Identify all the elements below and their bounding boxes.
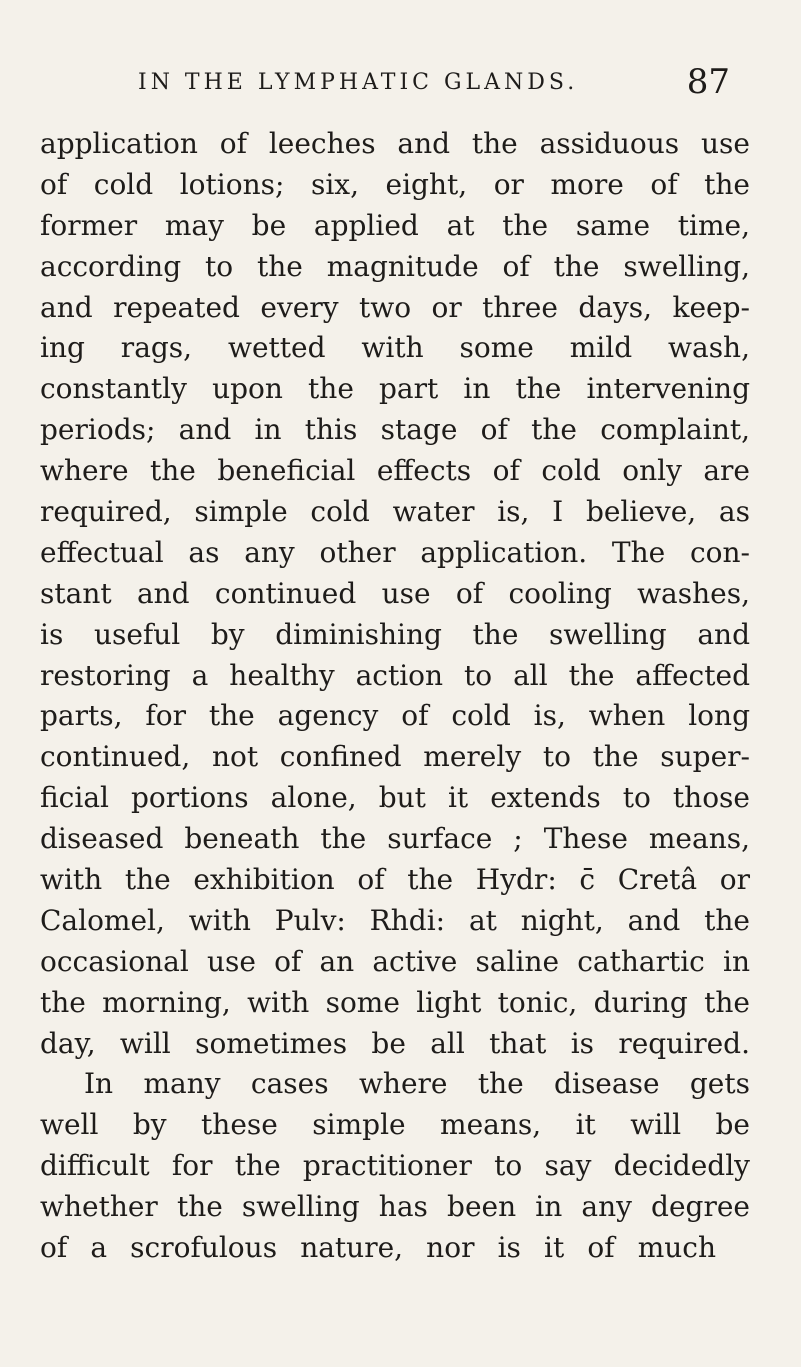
text-line: of a scrofulous nature, nor is it of much — [40, 1231, 716, 1265]
text-line: where the beneficial effects of cold only are — [40, 454, 750, 488]
text-line: of cold lotions; six, eight, or more of the — [40, 167, 750, 201]
text-line: is useful by diminishing the swelling and — [40, 617, 750, 651]
text-line: parts, for the agency of cold is, when long — [40, 699, 750, 733]
text-line: constantly upon the part in the intervening — [40, 372, 750, 406]
text-line: with the exhibition of the Hydr: c̄ Cretâ or — [40, 863, 750, 897]
paragraph-start-line: In many cases where the disease gets — [84, 1067, 750, 1101]
text-line: restoring a healthy action to all the affected — [40, 658, 750, 692]
body-text — [40, 124, 750, 1269]
text-line: the morning, with some light tonic, during the — [40, 985, 750, 1019]
text-line: occasional use of an active saline cathartic in — [40, 944, 750, 978]
text-line: effectual as any other application. The con- — [40, 535, 750, 569]
text-line: stant and continued use of cooling washes, — [40, 576, 750, 610]
text-line: whether the swelling has been in any degree — [40, 1190, 750, 1224]
text-line: continued, not confined merely to the super- — [40, 740, 750, 774]
text-line: according to the magnitude of the swelling, — [40, 249, 750, 283]
text-line: Calomel, with Pulv: Rhdi: at night, and the — [40, 903, 750, 937]
running-title: IN THE LYMPHATIC GLANDS. — [138, 70, 579, 95]
text-line: periods; and in this stage of the complaint, — [40, 413, 750, 447]
text-line: day, will sometimes be all that is required. — [40, 1026, 750, 1060]
text-line: required, simple cold water is, I believe, as — [40, 495, 750, 529]
text-line: diseased beneath the surface ; These means, — [40, 822, 750, 856]
text-line: and repeated every two or three days, keep- — [40, 290, 750, 324]
text-line: ficial portions alone, but it extends to those — [40, 781, 750, 815]
text-line: difficult for the practitioner to say decidedly — [40, 1149, 750, 1183]
running-head — [42, 62, 732, 106]
text-line: application of leeches and the assiduous use — [40, 127, 750, 160]
text-line: ing rags, wetted with some mild wash, — [40, 331, 750, 365]
text-line: well by these simple means, it will be — [40, 1108, 750, 1142]
text-line: former may be applied at the same time, — [40, 208, 750, 242]
page-number: 87 — [686, 62, 730, 102]
